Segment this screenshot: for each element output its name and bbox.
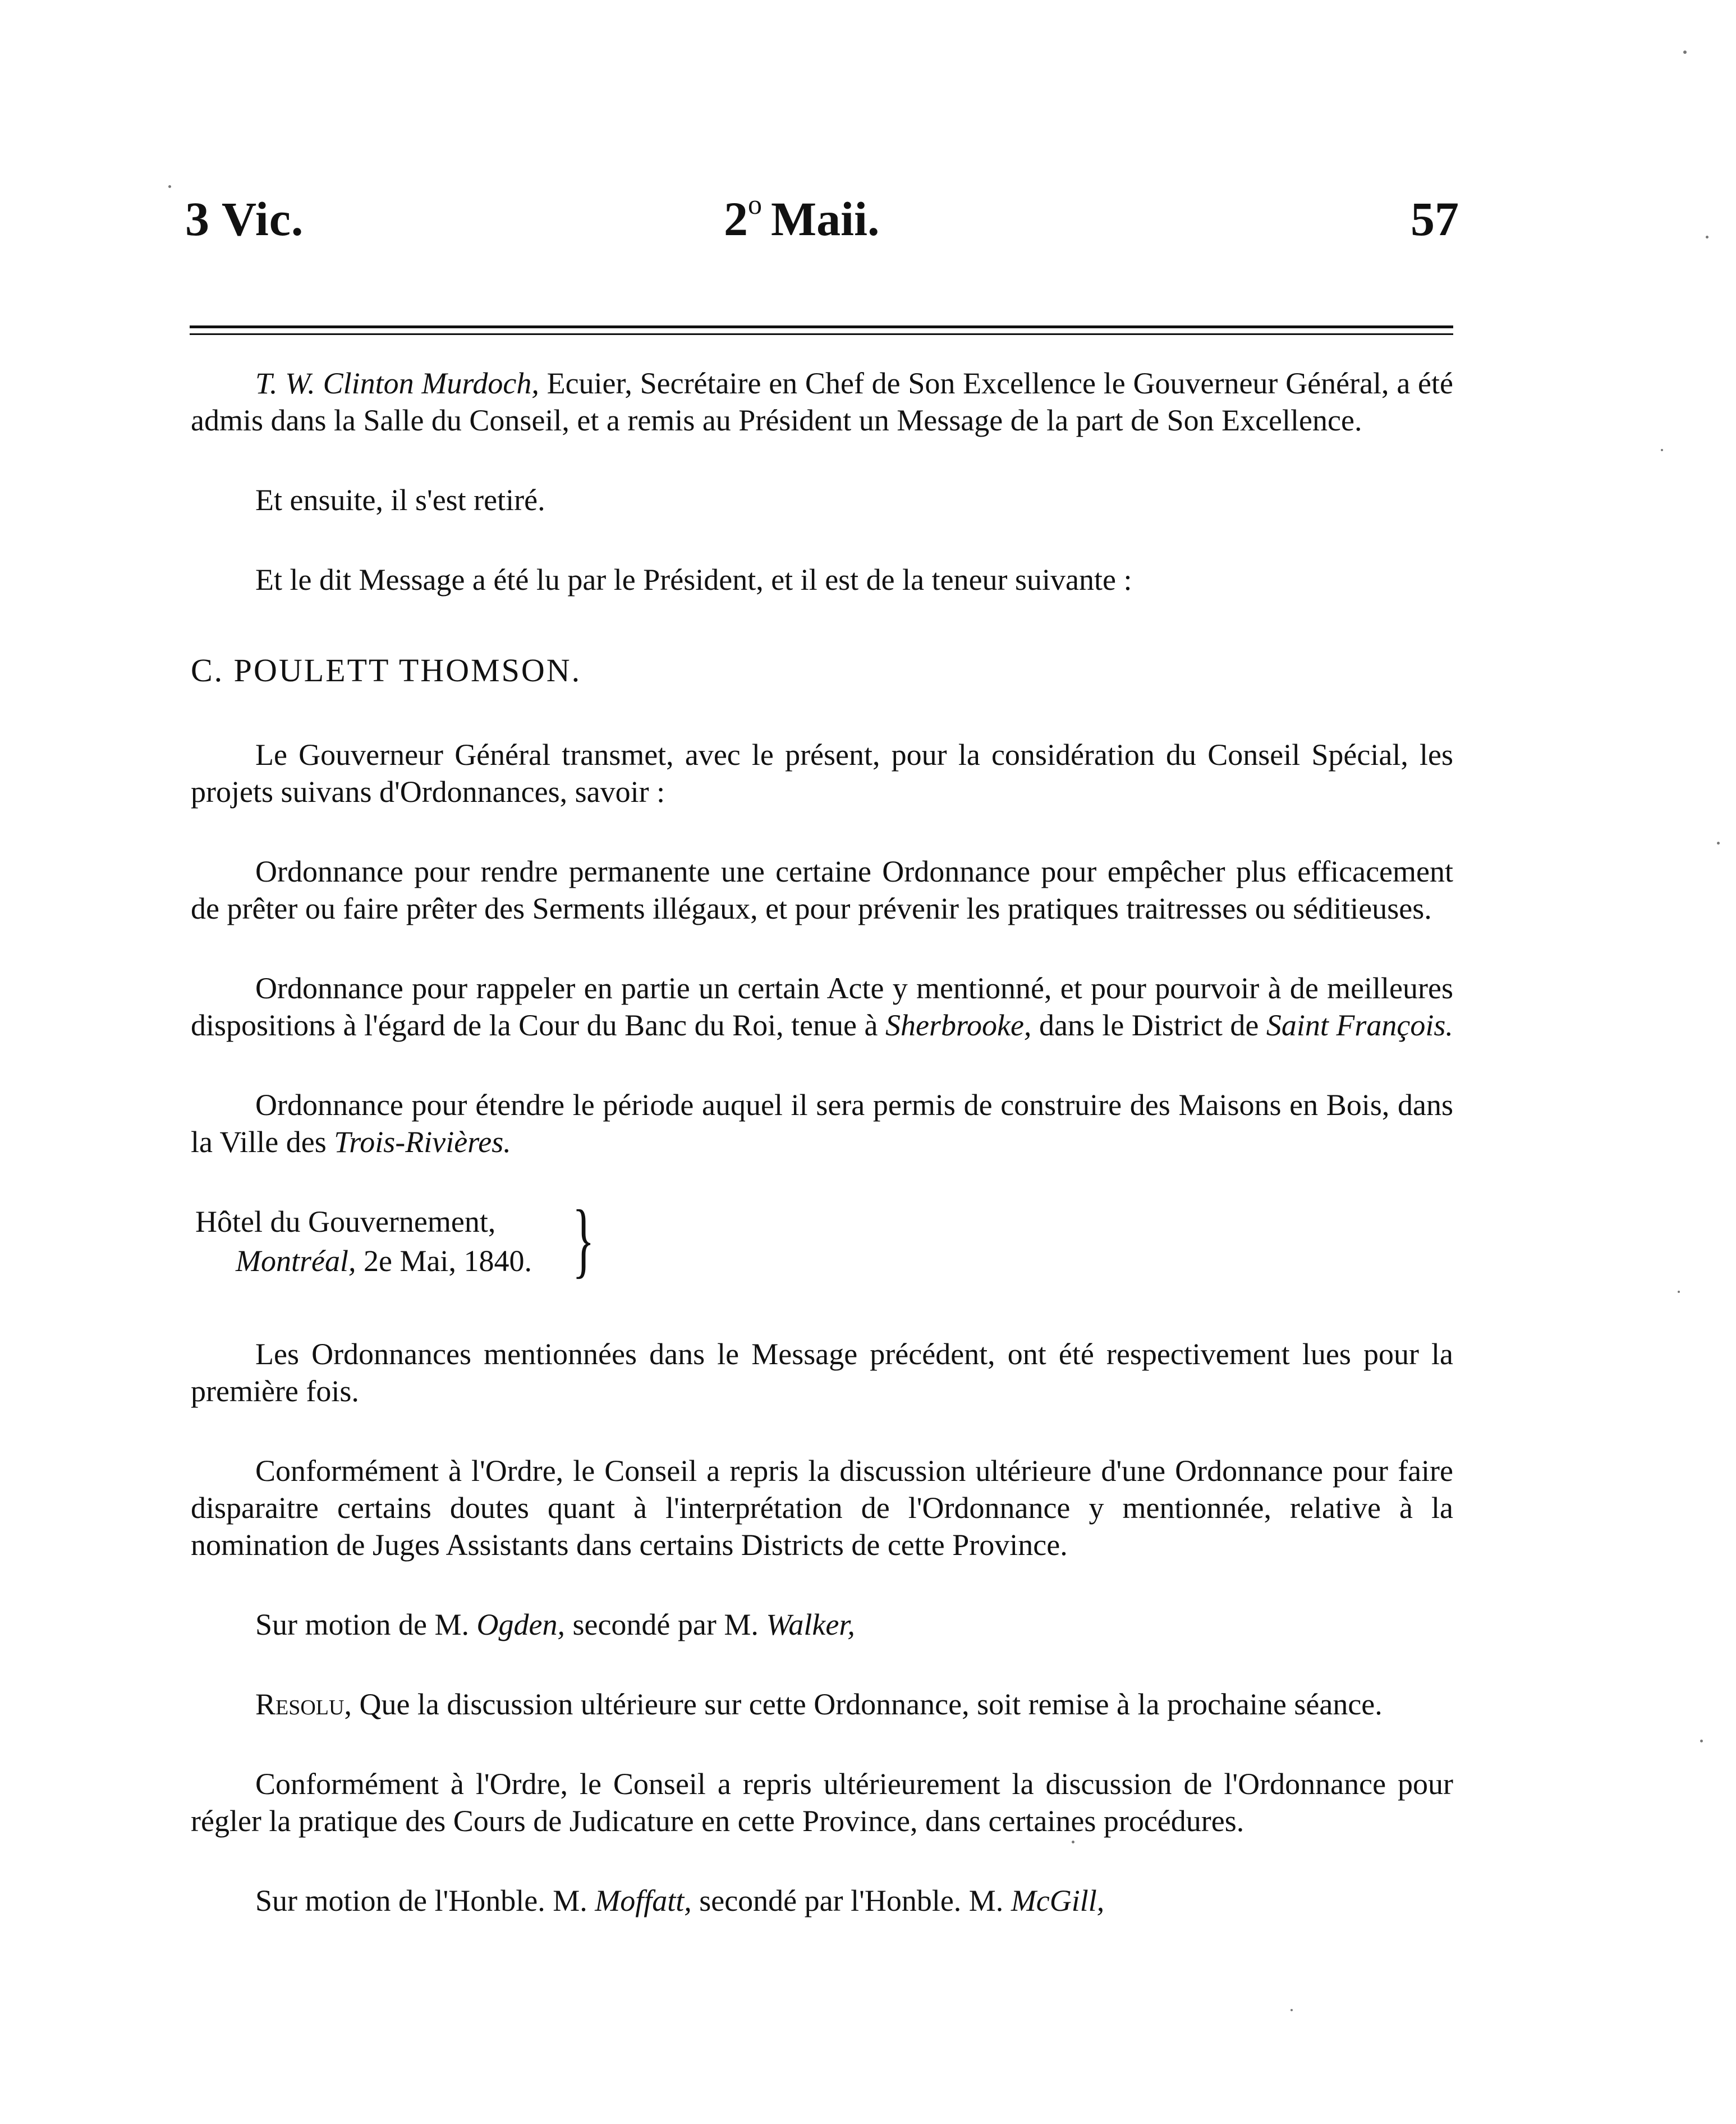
- address-line: Hôtel du Gouvernement,: [195, 1205, 496, 1238]
- motion-ogden-text-b: secondé par M.: [564, 1608, 766, 1641]
- regnal-year: 3 Vic.: [185, 192, 304, 246]
- ordinance-court-text-a: Ordonnance pour rappeler en partie un certain Acte y mentionné, et pour pourvoir à de meilleures dispositions à l'égard de la Cour du Banc du Roi, tenue à: [191, 971, 1453, 1042]
- address-city: Montréal,: [236, 1244, 356, 1278]
- message-signature-heading: C. POULETT THOMSON.: [191, 652, 582, 689]
- paragraph-withdrawal: Et ensuite, il s'est retiré.: [255, 483, 545, 517]
- motion-ogden: [191, 1606, 1453, 1643]
- ordinance-houses-text: Ordonnance pour étendre le période auquel il sera permis de construire des Maisons en Bois, dans la Ville des: [191, 1088, 1453, 1159]
- scan-speck: [168, 185, 171, 188]
- place-trois-rivieres: Trois-Rivières.: [334, 1125, 511, 1159]
- scan-speck: [1700, 1740, 1703, 1742]
- page-body: [191, 365, 1453, 1962]
- resolu-label: Resolu,: [255, 1687, 352, 1721]
- scan-speck: [1072, 1841, 1074, 1843]
- scan-speck: [1717, 842, 1720, 845]
- paragraph-admission: [191, 365, 1453, 439]
- header-rule-thick: [190, 325, 1453, 328]
- running-header: [185, 191, 1459, 264]
- scan-speck: [1290, 2009, 1293, 2011]
- address-date: 2e Mai, 1840.: [356, 1244, 532, 1278]
- page-number: 57: [1411, 192, 1459, 246]
- secretary-name: T. W. Clinton Murdoch,: [255, 366, 539, 400]
- resolution-text: Que la discussion ultérieure sur cette Ordonnance, soit remise à la prochaine séance.: [351, 1687, 1383, 1721]
- place-sherbrooke: Sherbrooke,: [885, 1008, 1032, 1042]
- address-date-line: [236, 1242, 532, 1279]
- address-brace: }: [572, 1193, 595, 1286]
- ordinance-wooden-houses: [191, 1086, 1453, 1160]
- motion-ogden-text-a: Sur motion de M.: [255, 1608, 477, 1641]
- paragraph-admission-text: Ecuier, Secrétaire en Chef de Son Excellence le Gouverneur Général, a été admis dans la Salle du Conseil, et a remis au Président un Message de la part de Son Excellence.: [191, 366, 1453, 437]
- paragraph-first-reading: Les Ordonnances mentionnées dans le Message précédent, ont été respectivement lues pour la première fois.: [191, 1337, 1453, 1408]
- scan-speck: [1706, 236, 1709, 238]
- header-date-ordinal: o: [748, 189, 762, 221]
- header-date: [724, 191, 879, 247]
- header-rule-thin: [190, 333, 1453, 335]
- dateline-address: [191, 1193, 1453, 1287]
- place-saint-francois: Saint François.: [1266, 1008, 1453, 1042]
- ordinance-court-sherbrooke: [191, 970, 1453, 1044]
- header-date-month: Maii.: [771, 192, 880, 246]
- scan-speck: [1678, 1291, 1680, 1293]
- paragraph-message-read: Et le dit Message a été lu par le Président, et il est de la teneur suivante :: [255, 563, 1132, 597]
- paragraph-judicature: Conformément à l'Ordre, le Conseil a repris ultérieurement la discussion de l'Ordonnance pour régler la pratique des Cours de Judicature en cette Province, dans certaines procédures.: [191, 1767, 1453, 1838]
- scan-speck: [1661, 449, 1663, 451]
- name-moffatt: Moffatt,: [595, 1884, 692, 1917]
- motion-moffatt-text-a: Sur motion de l'Honble. M.: [255, 1884, 595, 1917]
- name-mcgill: McGill,: [1011, 1884, 1105, 1917]
- motion-moffatt-text-b: secondé par l'Honble. M.: [691, 1884, 1011, 1917]
- resolution-postpone: [191, 1686, 1453, 1723]
- paragraph-transmission: Le Gouverneur Général transmet, avec le présent, pour la considération du Conseil Spécial, les projets suivans d'Ordonnances, savoir :: [191, 738, 1453, 809]
- ordinance-court-text-b: dans le District de: [1031, 1008, 1266, 1042]
- motion-moffatt: [191, 1882, 1453, 1919]
- name-walker: Walker,: [766, 1608, 855, 1641]
- scan-speck: [1683, 51, 1687, 54]
- header-date-number: 2: [724, 192, 748, 246]
- name-ogden: Ogden,: [476, 1608, 565, 1641]
- ordinance-oaths: Ordonnance pour rendre permanente une certaine Ordonnance pour empêcher plus efficacement de prêter ou faire prêter des Serments illégaux, et pour prévenir les pratiques traitresses ou séditieuses.: [191, 855, 1453, 925]
- paragraph-assistant-judges: Conformément à l'Ordre, le Conseil a repris la discussion ultérieure d'une Ordonnance pour faire disparaitre certains doutes quant à l'interprétation de l'Ordonnance y mentionnée, relative à la nomination de Juges Assistants dans certains Districts de cette Province.: [191, 1454, 1453, 1562]
